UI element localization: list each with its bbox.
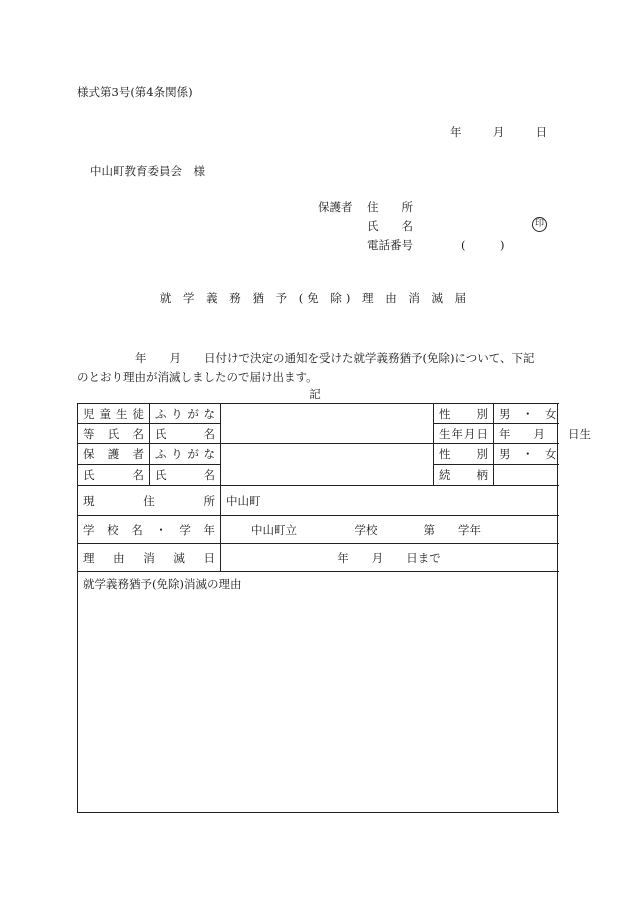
relation-field[interactable] <box>494 465 558 486</box>
date-day: 日 <box>535 125 548 139</box>
guardian-phone-label: 電話番号 <box>367 238 413 252</box>
address-label: 現住所 <box>78 486 221 516</box>
guardian-name-field[interactable] <box>221 444 434 486</box>
reason-label: 就学義務猶予(免除)消滅の理由 <box>83 577 242 591</box>
child-name-field[interactable] <box>221 404 434 444</box>
child-furigana-label: ふりがな <box>150 404 221 424</box>
body-line-2: のとおり理由が消滅しましたので届け出ます。 <box>77 370 318 384</box>
reason-field[interactable] <box>78 572 558 813</box>
guardian-address-label: 住 所 <box>367 200 413 214</box>
document-title: 就 学 義 務 猶 予 (免 除) 理 由 消 滅 届 <box>159 291 471 305</box>
body-text <box>77 349 557 387</box>
form-table <box>77 403 591 813</box>
date-month: 月 <box>492 125 505 139</box>
guardian-furigana-label: ふりがな <box>150 444 221 465</box>
school-value[interactable]: 中山町立 学校 第 学年 <box>221 516 558 544</box>
guardian-row-label-1: 保護者 <box>78 444 150 465</box>
form-number: 様式第3号(第4条関係) <box>77 85 193 99</box>
school-label: 学校名・学年 <box>78 516 221 544</box>
end-date-value[interactable]: 年 月 日まで <box>221 544 558 572</box>
child-birth-value[interactable]: 年 月 日生 <box>494 424 558 444</box>
child-name-label: 氏 名 <box>150 424 221 444</box>
guardian-name-label: 氏 名 <box>150 465 221 486</box>
guardian-phone-paren: ( ) <box>461 238 505 252</box>
guardian-gender-label: 性 別 <box>434 444 494 465</box>
ki-mark: 記 <box>309 387 321 401</box>
address-value[interactable]: 中山町 <box>221 486 558 516</box>
body-line-1: 年 月 日付けで決定の通知を受けた就学義務猶予(免除)について、下記 <box>135 351 535 365</box>
seal-mark: 印 <box>532 217 547 232</box>
child-label-1: 児童生徒 <box>78 404 150 424</box>
guardian-row-label-2: 氏名 <box>78 465 150 486</box>
relation-label: 続 柄 <box>434 465 494 486</box>
child-birth-label: 生年月日 <box>434 424 494 444</box>
child-gender-label: 性 別 <box>434 404 494 424</box>
child-gender-value[interactable]: 男 ・ 女 <box>494 404 558 424</box>
date-year: 年 <box>450 125 462 139</box>
addressee: 中山町教育委員会 様 <box>90 164 205 178</box>
guardian-gender-value[interactable]: 男 ・ 女 <box>494 444 558 465</box>
end-date-label: 理由消滅日 <box>78 544 221 572</box>
guardian-name-label: 氏 名 <box>367 219 413 233</box>
date-line <box>450 124 547 140</box>
child-label-2: 等氏名 <box>78 424 150 444</box>
guardian-label: 保護者 <box>318 200 353 214</box>
